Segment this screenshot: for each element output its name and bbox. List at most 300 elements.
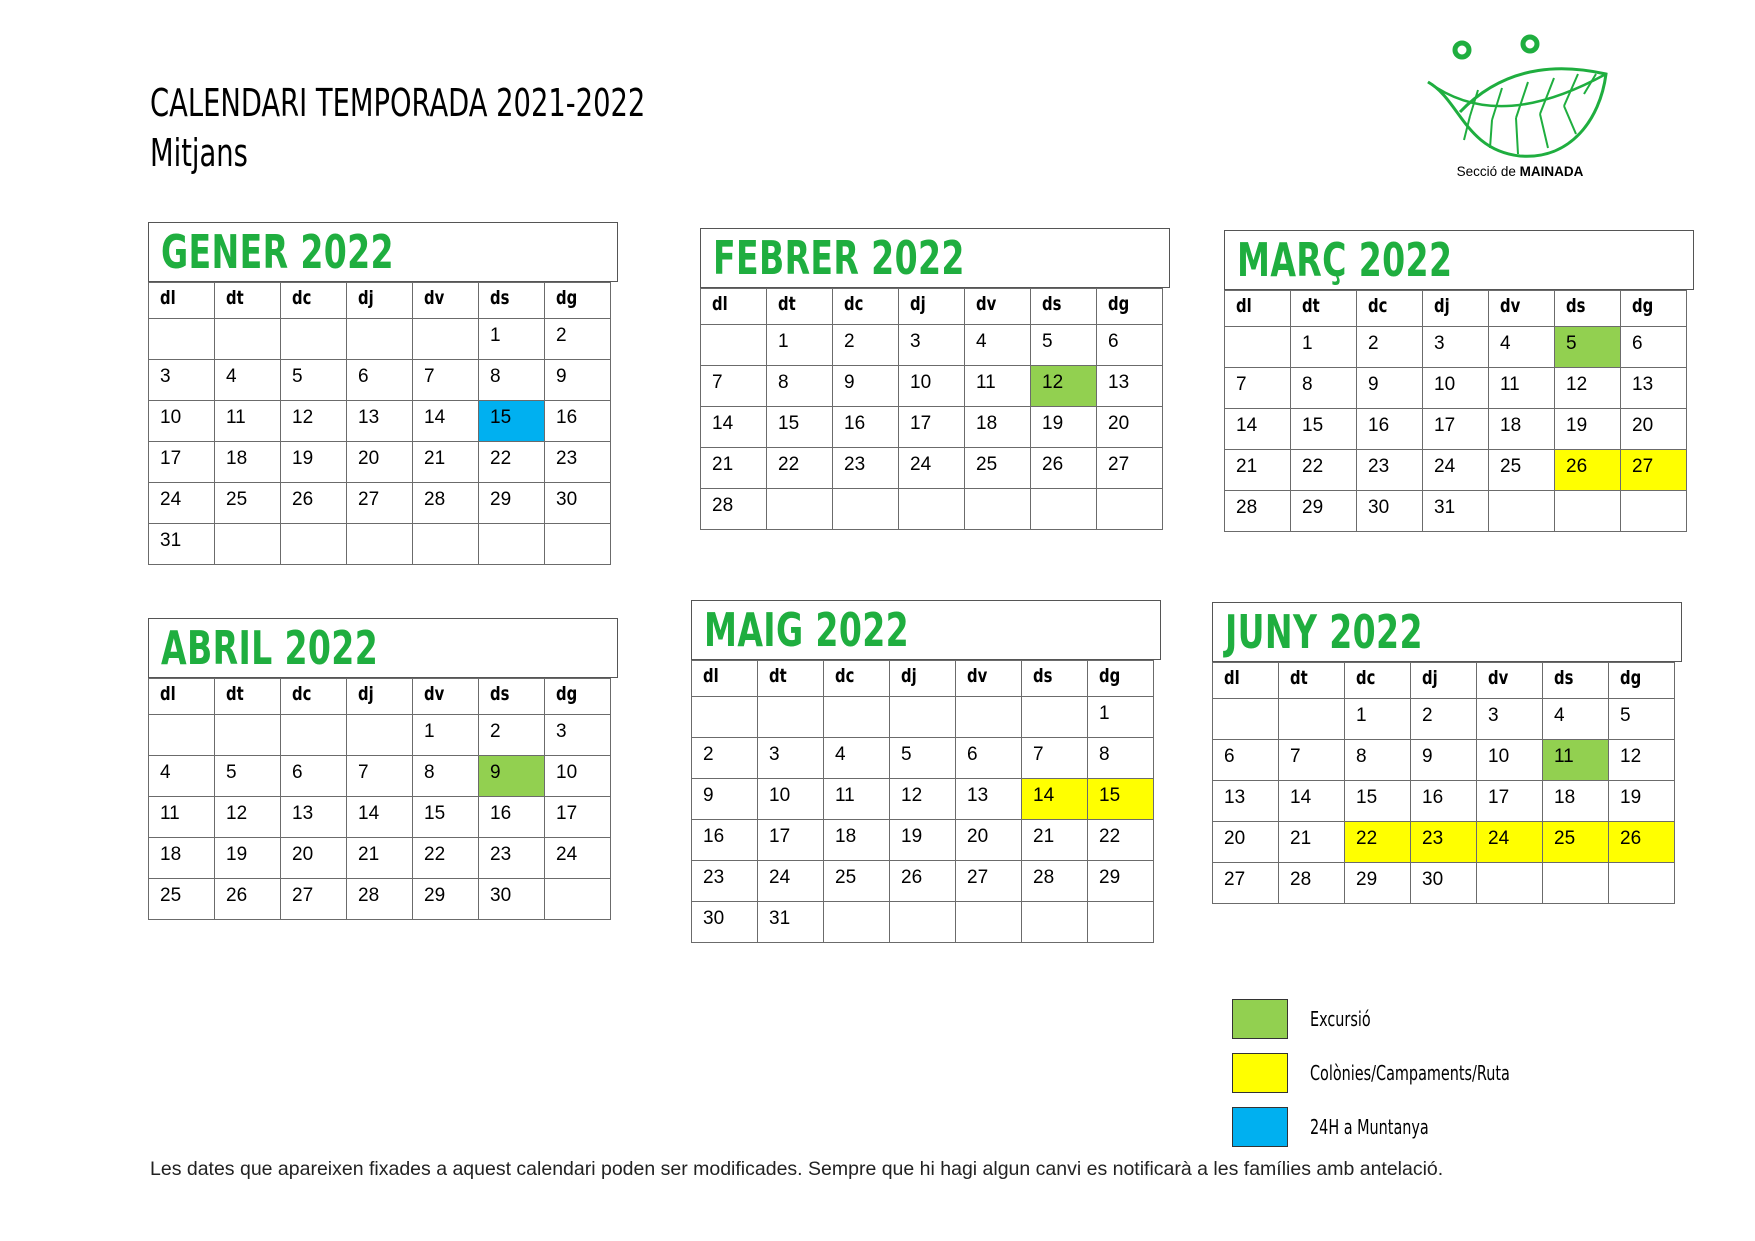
day-cell [1489, 491, 1555, 532]
weekday-label: dt [769, 665, 787, 687]
day-cell: 19 [281, 442, 347, 483]
logo-text-prefix: Secció de [1456, 164, 1520, 179]
weekday-label: dj [358, 287, 374, 309]
weekday-label: dj [1434, 295, 1450, 317]
week-row [1225, 491, 1687, 532]
day-cell [956, 902, 1022, 943]
weekday-header [281, 283, 347, 319]
week-row [692, 902, 1154, 943]
day-cell: 13 [1621, 368, 1687, 409]
weekday-header [545, 283, 611, 319]
day-cell: 15 [413, 797, 479, 838]
day-cell: 9 [545, 360, 611, 401]
day-cell: 2 [833, 325, 899, 366]
day-cell [281, 319, 347, 360]
day-cell: 22 [1345, 822, 1411, 863]
weekday-label: dg [556, 287, 578, 309]
day-cell [1213, 699, 1279, 740]
month-header [148, 222, 618, 282]
day-cell: 8 [479, 360, 545, 401]
week-row [1213, 781, 1675, 822]
legend-label: Excursió [1310, 1007, 1371, 1031]
day-cell: 19 [215, 838, 281, 879]
logo-text [1420, 164, 1620, 179]
weekday-header [1213, 663, 1279, 699]
day-cell: 25 [215, 483, 281, 524]
day-cell: 4 [965, 325, 1031, 366]
weekday-label: dj [358, 683, 374, 705]
day-cell: 19 [890, 820, 956, 861]
weekday-label: dc [835, 665, 855, 687]
legend-item-24h [1232, 1100, 1588, 1154]
day-cell: 26 [1555, 450, 1621, 491]
weekday-header [545, 679, 611, 715]
day-cell: 16 [479, 797, 545, 838]
week-row [1225, 327, 1687, 368]
day-cell: 26 [281, 483, 347, 524]
week-row [701, 366, 1163, 407]
day-cell [965, 489, 1031, 530]
day-cell: 10 [1423, 368, 1489, 409]
weekday-header [1555, 291, 1621, 327]
day-cell: 6 [347, 360, 413, 401]
day-cell: 11 [215, 401, 281, 442]
day-cell: 27 [347, 483, 413, 524]
day-cell: 3 [545, 715, 611, 756]
weekday-header [413, 283, 479, 319]
weekday-label: dc [1368, 295, 1388, 317]
day-cell: 15 [767, 407, 833, 448]
weekday-label: dl [703, 665, 719, 687]
month-block [1212, 602, 1682, 904]
day-cell: 6 [1621, 327, 1687, 368]
weekday-label: dt [1290, 667, 1308, 689]
day-cell: 3 [899, 325, 965, 366]
day-cell [1097, 489, 1163, 530]
weekday-label: dt [226, 683, 244, 705]
weekday-header [1621, 291, 1687, 327]
day-cell: 25 [965, 448, 1031, 489]
day-cell: 11 [149, 797, 215, 838]
day-cell: 14 [701, 407, 767, 448]
day-cell [413, 524, 479, 565]
day-cell: 20 [281, 838, 347, 879]
day-cell: 1 [413, 715, 479, 756]
day-cell [1088, 902, 1154, 943]
day-cell: 13 [347, 401, 413, 442]
day-cell: 10 [149, 401, 215, 442]
month-grid [1212, 662, 1675, 904]
day-cell [1477, 863, 1543, 904]
week-row [1225, 368, 1687, 409]
day-cell: 6 [281, 756, 347, 797]
day-cell: 7 [413, 360, 479, 401]
week-row [701, 489, 1163, 530]
day-cell: 17 [899, 407, 965, 448]
day-cell: 16 [1411, 781, 1477, 822]
day-cell [1621, 491, 1687, 532]
day-cell: 5 [215, 756, 281, 797]
day-cell: 21 [1225, 450, 1291, 491]
weekday-header [215, 679, 281, 715]
weekday-header [758, 661, 824, 697]
week-row [701, 407, 1163, 448]
day-cell: 27 [1621, 450, 1687, 491]
month-header [700, 228, 1170, 288]
day-cell: 1 [1088, 697, 1154, 738]
day-cell: 28 [1279, 863, 1345, 904]
weekday-label: ds [490, 683, 510, 705]
weekday-header [149, 679, 215, 715]
day-cell: 18 [824, 820, 890, 861]
weekday-header [1291, 291, 1357, 327]
day-cell [701, 325, 767, 366]
day-cell: 4 [1489, 327, 1555, 368]
weekday-label: dg [556, 683, 578, 705]
weekday-header [347, 283, 413, 319]
day-cell [1022, 697, 1088, 738]
day-cell: 27 [1213, 863, 1279, 904]
weekday-header [1097, 289, 1163, 325]
day-cell [767, 489, 833, 530]
day-cell: 13 [1213, 781, 1279, 822]
weekday-label: dg [1620, 667, 1642, 689]
day-cell [1022, 902, 1088, 943]
day-cell: 4 [1543, 699, 1609, 740]
month-grid [148, 678, 611, 920]
weekday-header-row [1213, 663, 1675, 699]
day-cell: 6 [1097, 325, 1163, 366]
legend-label: 24H a Muntanya [1310, 1115, 1429, 1139]
weekday-label: dv [976, 293, 997, 315]
weekday-header [1609, 663, 1675, 699]
day-cell: 9 [692, 779, 758, 820]
day-cell [215, 715, 281, 756]
day-cell: 2 [692, 738, 758, 779]
weekday-label: dg [1099, 665, 1121, 687]
day-cell: 20 [1621, 409, 1687, 450]
day-cell [149, 319, 215, 360]
day-cell: 31 [149, 524, 215, 565]
weekday-header-row [692, 661, 1154, 697]
day-cell: 3 [758, 738, 824, 779]
day-cell: 14 [1022, 779, 1088, 820]
weekday-header [1031, 289, 1097, 325]
month-header [1224, 230, 1694, 290]
week-row [692, 861, 1154, 902]
day-cell: 17 [149, 442, 215, 483]
week-row [692, 820, 1154, 861]
day-cell: 9 [1411, 740, 1477, 781]
weekday-header-row [149, 283, 611, 319]
week-row [149, 401, 611, 442]
day-cell: 16 [1357, 409, 1423, 450]
day-cell: 28 [1022, 861, 1088, 902]
day-cell: 5 [1555, 327, 1621, 368]
weekday-label: dj [1422, 667, 1438, 689]
legend-label: Colònies/Campaments/Ruta [1310, 1061, 1510, 1085]
day-cell [890, 697, 956, 738]
day-cell [890, 902, 956, 943]
weekday-header [833, 289, 899, 325]
day-cell: 30 [1411, 863, 1477, 904]
day-cell: 6 [956, 738, 1022, 779]
day-cell [413, 319, 479, 360]
day-cell: 17 [1477, 781, 1543, 822]
day-cell: 15 [479, 401, 545, 442]
month-grid [1224, 290, 1687, 532]
day-cell: 9 [479, 756, 545, 797]
legend [1232, 992, 1588, 1154]
day-cell: 2 [1411, 699, 1477, 740]
day-cell: 24 [1477, 822, 1543, 863]
day-cell: 2 [545, 319, 611, 360]
day-cell: 5 [1031, 325, 1097, 366]
day-cell: 18 [1543, 781, 1609, 822]
weekday-header [701, 289, 767, 325]
day-cell: 26 [1031, 448, 1097, 489]
weekday-header [281, 679, 347, 715]
weekday-header [1357, 291, 1423, 327]
month-title: ABRIL 2022 [161, 621, 379, 675]
month-grid [148, 282, 611, 565]
day-cell: 30 [692, 902, 758, 943]
day-cell: 18 [149, 838, 215, 879]
title-block [150, 78, 838, 178]
day-cell: 7 [347, 756, 413, 797]
month-title: MARÇ 2022 [1237, 233, 1453, 287]
weekday-header [824, 661, 890, 697]
day-cell: 29 [413, 879, 479, 920]
week-row [149, 442, 611, 483]
week-row [1213, 863, 1675, 904]
day-cell: 4 [149, 756, 215, 797]
week-row [692, 779, 1154, 820]
weekday-header [1489, 291, 1555, 327]
day-cell: 25 [1543, 822, 1609, 863]
day-cell: 24 [758, 861, 824, 902]
weekday-header [956, 661, 1022, 697]
page-subtitle: Mitjans [150, 131, 248, 175]
day-cell [545, 524, 611, 565]
day-cell: 5 [890, 738, 956, 779]
day-cell: 24 [545, 838, 611, 879]
weekday-label: dl [160, 683, 176, 705]
day-cell: 8 [1291, 368, 1357, 409]
day-cell: 19 [1609, 781, 1675, 822]
weekday-header [347, 679, 413, 715]
day-cell: 9 [833, 366, 899, 407]
day-cell: 14 [1225, 409, 1291, 450]
day-cell: 22 [767, 448, 833, 489]
day-cell [215, 319, 281, 360]
day-cell [1609, 863, 1675, 904]
day-cell: 27 [281, 879, 347, 920]
day-cell: 15 [1088, 779, 1154, 820]
weekday-header [215, 283, 281, 319]
weekday-header [692, 661, 758, 697]
day-cell [899, 489, 965, 530]
day-cell: 26 [215, 879, 281, 920]
week-row [149, 715, 611, 756]
day-cell [1279, 699, 1345, 740]
day-cell: 24 [899, 448, 965, 489]
weekday-header [1345, 663, 1411, 699]
day-cell: 22 [1291, 450, 1357, 491]
day-cell: 23 [1357, 450, 1423, 491]
day-cell [479, 524, 545, 565]
weekday-header [1411, 663, 1477, 699]
legend-swatch-green [1232, 999, 1288, 1039]
legend-swatch-blue [1232, 1107, 1288, 1147]
weekday-label: dc [844, 293, 864, 315]
month-header [691, 600, 1161, 660]
day-cell: 11 [1543, 740, 1609, 781]
day-cell: 1 [1345, 699, 1411, 740]
week-row [1225, 450, 1687, 491]
weekday-label: dc [1356, 667, 1376, 689]
day-cell: 23 [545, 442, 611, 483]
weekday-label: ds [490, 287, 510, 309]
weekday-header [1423, 291, 1489, 327]
day-cell: 30 [479, 879, 545, 920]
day-cell: 17 [1423, 409, 1489, 450]
legend-item-excursio [1232, 992, 1588, 1046]
day-cell: 30 [545, 483, 611, 524]
week-row [149, 319, 611, 360]
day-cell: 14 [413, 401, 479, 442]
day-cell: 10 [545, 756, 611, 797]
day-cell: 7 [701, 366, 767, 407]
weekday-label: dc [292, 683, 312, 705]
day-cell: 16 [545, 401, 611, 442]
week-row [701, 325, 1163, 366]
weekday-label: dg [1108, 293, 1130, 315]
day-cell: 12 [215, 797, 281, 838]
day-cell: 29 [1345, 863, 1411, 904]
day-cell: 26 [890, 861, 956, 902]
month-grid [691, 660, 1154, 943]
day-cell: 24 [1423, 450, 1489, 491]
weekday-label: dl [1224, 667, 1240, 689]
weekday-header [149, 283, 215, 319]
weekday-header [1279, 663, 1345, 699]
weekday-header [1477, 663, 1543, 699]
day-cell: 1 [479, 319, 545, 360]
day-cell [824, 902, 890, 943]
day-cell: 4 [215, 360, 281, 401]
weekday-label: dv [967, 665, 988, 687]
day-cell: 7 [1225, 368, 1291, 409]
week-row [149, 797, 611, 838]
day-cell: 20 [1097, 407, 1163, 448]
day-cell: 3 [1477, 699, 1543, 740]
day-cell: 12 [281, 401, 347, 442]
weekday-header [965, 289, 1031, 325]
day-cell [347, 319, 413, 360]
weekday-label: dv [424, 683, 445, 705]
day-cell: 17 [545, 797, 611, 838]
month-header [1212, 602, 1682, 662]
weekday-header-row [149, 679, 611, 715]
day-cell: 19 [1031, 407, 1097, 448]
day-cell [347, 715, 413, 756]
month-block [1224, 230, 1694, 532]
week-row [149, 838, 611, 879]
week-row [149, 524, 611, 565]
day-cell: 13 [956, 779, 1022, 820]
weekday-header [890, 661, 956, 697]
week-row [692, 738, 1154, 779]
weekday-header [1088, 661, 1154, 697]
day-cell: 24 [149, 483, 215, 524]
day-cell: 8 [1088, 738, 1154, 779]
weekday-label: dv [1500, 295, 1521, 317]
day-cell: 29 [479, 483, 545, 524]
day-cell: 19 [1555, 409, 1621, 450]
day-cell: 12 [1609, 740, 1675, 781]
day-cell: 21 [701, 448, 767, 489]
day-cell: 26 [1609, 822, 1675, 863]
day-cell [833, 489, 899, 530]
month-block [148, 222, 618, 565]
day-cell: 10 [758, 779, 824, 820]
day-cell: 2 [479, 715, 545, 756]
legend-item-colonies [1232, 1046, 1588, 1100]
day-cell: 7 [1279, 740, 1345, 781]
day-cell: 21 [413, 442, 479, 483]
day-cell: 28 [347, 879, 413, 920]
weekday-label: dv [424, 287, 445, 309]
month-block [691, 600, 1161, 943]
weekday-label: dl [712, 293, 728, 315]
day-cell: 27 [1097, 448, 1163, 489]
weekday-header-row [701, 289, 1163, 325]
day-cell [281, 715, 347, 756]
day-cell: 8 [767, 366, 833, 407]
day-cell: 20 [347, 442, 413, 483]
day-cell: 13 [1097, 366, 1163, 407]
weekday-label: dj [901, 665, 917, 687]
day-cell: 11 [965, 366, 1031, 407]
month-title: MAIG 2022 [704, 603, 910, 657]
week-row [1213, 699, 1675, 740]
day-cell [281, 524, 347, 565]
week-row [1213, 822, 1675, 863]
day-cell [956, 697, 1022, 738]
day-cell: 20 [1213, 822, 1279, 863]
day-cell: 30 [1357, 491, 1423, 532]
day-cell: 2 [1357, 327, 1423, 368]
day-cell: 15 [1345, 781, 1411, 822]
day-cell: 16 [833, 407, 899, 448]
day-cell: 18 [965, 407, 1031, 448]
day-cell: 18 [215, 442, 281, 483]
legend-swatch-yellow [1232, 1053, 1288, 1093]
weekday-header [479, 679, 545, 715]
day-cell: 15 [1291, 409, 1357, 450]
week-row [149, 756, 611, 797]
day-cell: 6 [1213, 740, 1279, 781]
week-row [1225, 409, 1687, 450]
week-row [701, 448, 1163, 489]
weekday-label: dc [292, 287, 312, 309]
weekday-header [1543, 663, 1609, 699]
day-cell: 12 [890, 779, 956, 820]
day-cell: 14 [347, 797, 413, 838]
day-cell: 21 [1022, 820, 1088, 861]
day-cell: 16 [692, 820, 758, 861]
